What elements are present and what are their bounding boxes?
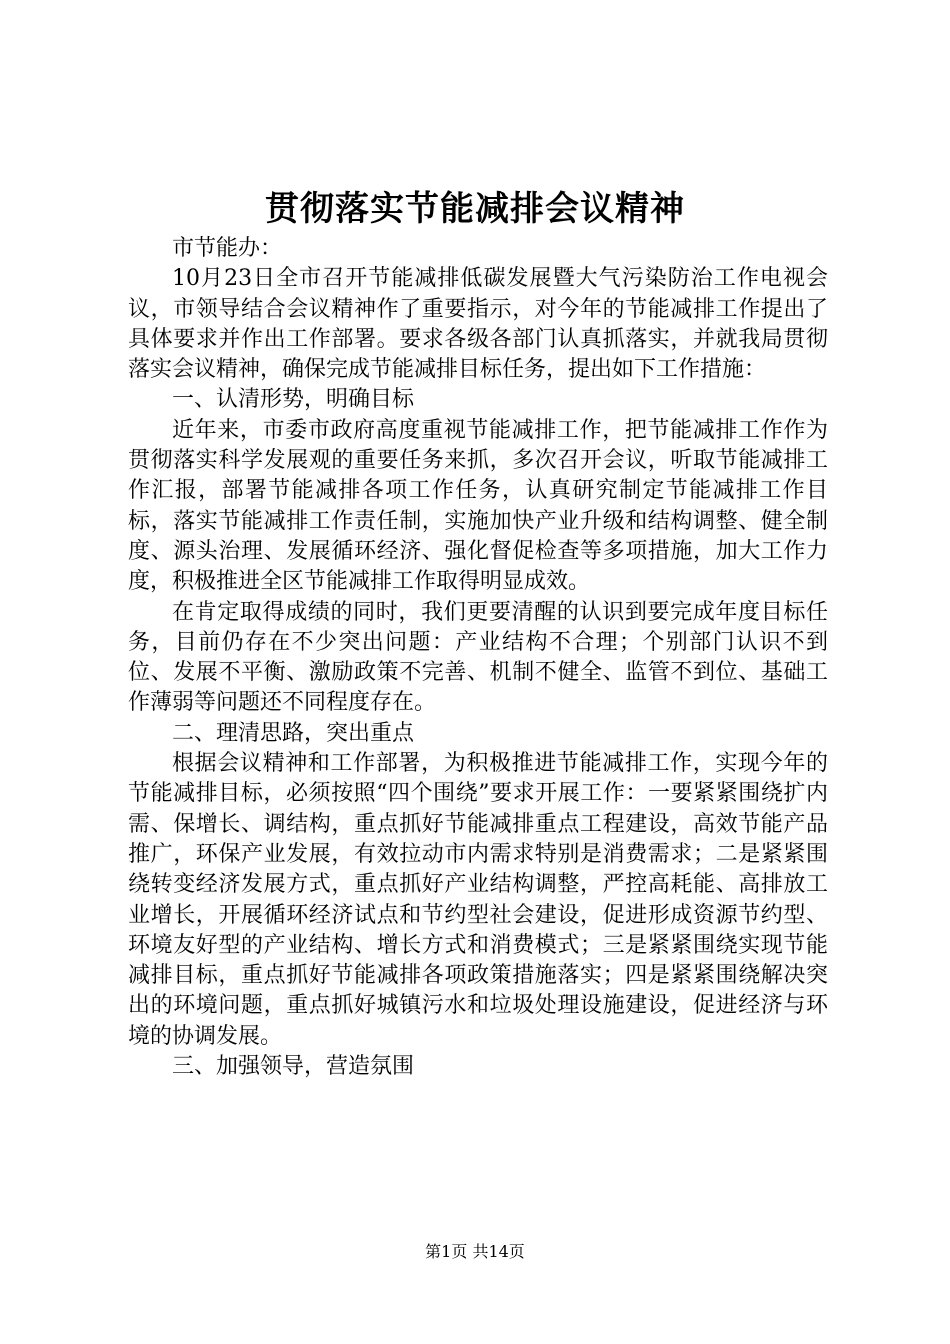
section-heading-2: 二、理清思路，突出重点 — [172, 720, 415, 746]
page-title: 贯彻落实节能减排会议精神 — [265, 189, 685, 229]
page-number-footer: 第1页 共14页 — [425, 1242, 525, 1261]
paragraph-section-2: 根据会议精神和工作部署，为积极推进节能减排工作，实现今年的节能减排目标，必须按照“四个围绕”要求开展工作：一要紧紧围绕扩内需、保增长、调结构，重点抓好节能减排重点工程建设，高效节能产品推广，环保产业发展，有效拉动市内需求特别是消费需求；二是紧紧围绕转变经济发展方式，重点抓好产业结构调整，严控高耗能、高排放工业增长，开展循环经济试点和节约型社会建设，促进形成资源节约型、环境友好型的产业结构、增长方式和消费模式；三是紧紧围绕实现节能减排目标，重点抓好节能减排各项政策措施落实；四是紧紧围绕解决突出的环境问题，重点抓好城镇污水和垃圾处理设施建设，促进经济与环境的协调发展。 — [128, 751, 828, 1049]
section-heading-1: 一、认清形势，明确目标 — [172, 387, 415, 413]
paragraph-intro: 10月23日全市召开节能减排低碳发展暨大气污染防治工作电视会议，市领导结合会议精神作了重要指示，对今年的节能减排工作提出了具体要求并作出工作部署。要求各级各部门认真抓落实，并就我局贯彻落实会议精神，确保完成节能减排目标任务，提出如下工作措施： — [128, 266, 828, 383]
document-body — [128, 234, 828, 1082]
section-heading-3: 三、加强领导，营造氛围 — [172, 1054, 415, 1080]
paragraph-section-1-a: 近年来，市委市政府高度重视节能减排工作，把节能减排工作作为贯彻落实科学发展观的重要任务来抓，多次召开会议，听取节能减排工作汇报，部署节能减排各项工作任务，认真研究制定节能减排工作目标，落实节能减排工作责任制，实施加快产业升级和结构调整、健全制度、源头治理、发展循环经济、强化督促检查等多项措施，加大工作力度，积极推进全区节能减排工作取得明显成效。 — [128, 417, 828, 595]
paragraph-section-1-b: 在肯定取得成绩的同时，我们更要清醒的认识到要完成年度目标任务，目前仍存在不少突出问题：产业结构不合理；个别部门认识不到位、发展不平衡、激励政策不完善、机制不健全、监管不到位、基础工作薄弱等问题还不同程度存在。 — [128, 599, 828, 716]
salutation: 市节能办： — [172, 236, 283, 261]
